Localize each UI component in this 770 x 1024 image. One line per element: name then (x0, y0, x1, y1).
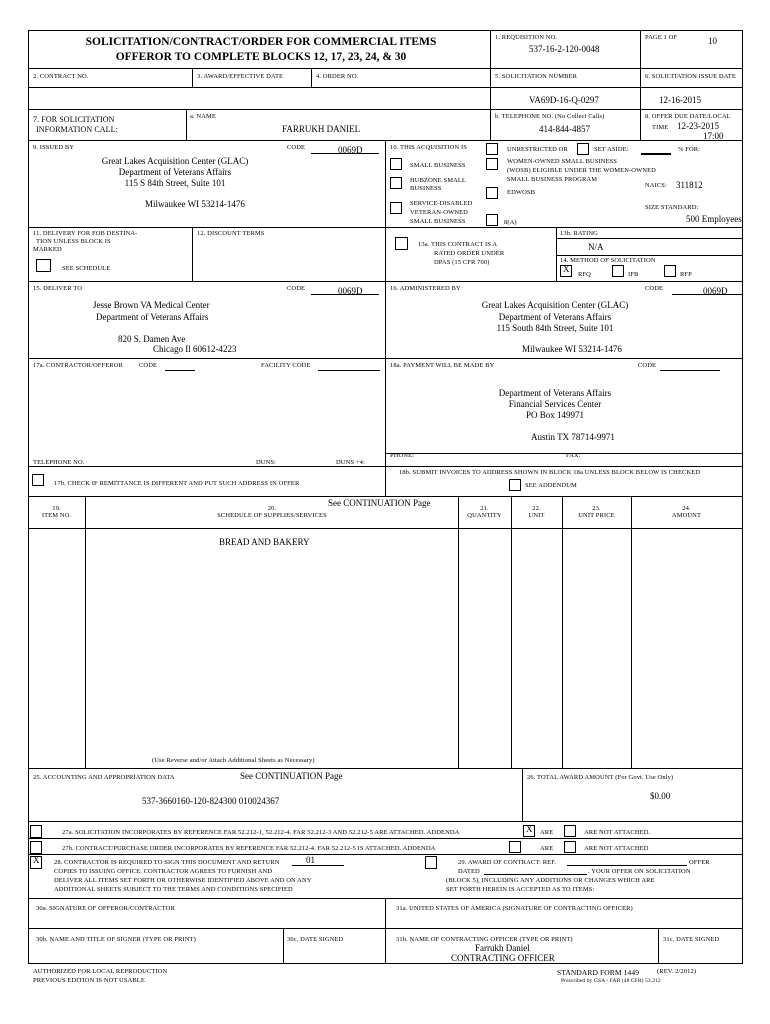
col-schedule-label: SCHEDULE OF SUPPLIES/SERVICES (217, 512, 327, 519)
contractor-telephone-label: TELEPHONE NO. (33, 459, 85, 466)
edwosb-checkbox[interactable] (486, 187, 498, 199)
rule (556, 255, 743, 256)
duns-label: DUNS: (256, 459, 277, 466)
hubzone-label-1: HUBZONE SMALL (410, 177, 467, 184)
rule (28, 821, 743, 822)
sdvosb-checkbox[interactable] (390, 202, 402, 214)
submit-invoices-label: 18b. SUBMIT INVOICES TO ADDRESS SHOWN IN BLOCK 18a UNLESS BLOCK BELOW IS CHECKED (399, 469, 701, 476)
col-item-no-num: 19. (52, 505, 61, 512)
return-copies-underline (292, 865, 344, 866)
issued-by-label: 9. ISSUED BY (33, 144, 75, 151)
rule (658, 928, 659, 964)
wosb-label-3: SMALL BUSINESS PROGRAM (507, 176, 598, 183)
deliver-code-label: CODE (287, 285, 306, 292)
size-standard-label: SIZE STANDARD: (645, 204, 699, 211)
clause-27b-checkbox[interactable] (30, 841, 42, 854)
small-business-checkbox[interactable] (390, 158, 402, 170)
unrestricted-label: UNRESTRICTED OR (507, 146, 568, 153)
col-item-no-label: ITEM NO. (41, 512, 72, 519)
payment-code-label: CODE (638, 362, 657, 369)
rule (283, 928, 284, 964)
dated-blank (484, 874, 587, 875)
offeror-signature-label: 30a. SIGNATURE OF OFFEROR/CONTRACTOR (36, 905, 175, 912)
form-revision: (REV. 2/2012) (657, 968, 697, 975)
rule (85, 496, 86, 768)
page-count: 10 (708, 36, 717, 46)
deliver-address-line3: 820 S. Damen Ave (118, 334, 186, 344)
sdvosb-label-1: SERVICE-DISABLED (410, 200, 473, 207)
col-quantity-num: 21. (480, 505, 489, 512)
8a-label: 8(A) (504, 219, 517, 226)
solicitation-number-label: 5. SOLICITATION NUMBER (495, 73, 578, 80)
rule (186, 109, 187, 140)
sdvosb-label-2: VETERAN-OWNED (410, 209, 468, 216)
payment-address-line4: Austin TX 78714-9971 (531, 432, 615, 442)
co-date-label: 31c. DATE SIGNED (663, 936, 720, 943)
due-time-value[interactable]: 17:00 (703, 131, 724, 141)
percent-for-label: % FOR: (678, 146, 701, 153)
clause-29-line1: 29. AWARD OF CONTRACT: REF. (458, 859, 557, 866)
clause-29-checkbox[interactable] (425, 856, 437, 869)
col-amount-num: 24. (682, 505, 691, 512)
rated-order-label-2: RATED ORDER UNDER (434, 250, 505, 257)
small-business-label: SMALL BUSINESS (410, 162, 466, 169)
issue-date-label: 6. SOLICITATION ISSUE DATE (645, 73, 736, 80)
clause-29-dated: DATED (458, 868, 480, 875)
discount-terms-label: 12. DISCOUNT TERMS (197, 230, 265, 237)
rule (318, 370, 380, 371)
rule (522, 768, 523, 821)
deliver-address-line4: Chicago Il 60612-4223 (153, 344, 237, 354)
issued-address-line1: Great Lakes Acquisition Center (GLAC) (101, 156, 249, 166)
rfq-checkbox-mark: X (563, 264, 570, 274)
rule (28, 528, 743, 529)
ref-blank (567, 865, 687, 866)
payment-address-line1: Department of Veterans Affairs (498, 388, 612, 398)
issued-address-line2: Department of Veterans Affairs (118, 167, 232, 177)
rating-value[interactable]: N/A (588, 242, 604, 252)
accounting-see-continuation: See CONTINUATION Page (240, 771, 343, 781)
admin-address-line3: 115 South 84th Street, Suite 101 (496, 323, 614, 333)
naics-value[interactable]: 311812 (676, 180, 703, 190)
due-date-value[interactable]: 12-23-2015 (677, 121, 719, 131)
rule (28, 466, 385, 467)
col-unit-price-label: UNIT PRICE (578, 512, 615, 519)
clause-27b: 27b. CONTRACT/PURCHASE ORDER INCORPORATES BY REFERENCE FAR 52.212-4. FAR 52.212-5 IS ATTACHED. ADDENDA (62, 845, 436, 852)
rule (640, 30, 641, 68)
rated-order-checkbox[interactable] (395, 237, 408, 250)
set-aside-checkbox[interactable] (577, 143, 589, 155)
telephone-value[interactable]: 414-844-4857 (539, 124, 590, 134)
payment-label: 18a. PAYMENT WILL BE MADE BY (390, 362, 495, 369)
rule (556, 227, 557, 281)
form-title-line1: SOLICITATION/CONTRACT/ORDER FOR COMMERCIAL ITEMS (85, 36, 437, 48)
rule (192, 68, 193, 87)
admin-code-value[interactable]: 0069D (703, 286, 728, 296)
rule (28, 87, 743, 88)
clause-28-line1: 28. CONTRACTOR IS REQUIRED TO SIGN THIS DOCUMENT AND RETURN (54, 859, 280, 866)
see-schedule-checkbox[interactable] (36, 259, 51, 272)
duns4-label: DUNS +4: (336, 459, 365, 466)
8a-checkbox[interactable] (486, 214, 498, 226)
col-schedule-num: 20. (267, 505, 277, 512)
col-unit-price (562, 505, 631, 519)
standard-form-name: STANDARD FORM 1449 (557, 968, 640, 977)
contractor-label: 17a. CONTRACTOR/OFFEROR (33, 362, 123, 369)
rule (490, 30, 491, 140)
telephone-label: b. TELEPHONE NO. (No Collect Calls) (495, 113, 605, 120)
issued-code-label: CODE (287, 144, 306, 151)
wosb-label-1: WOMEN-OWNED SMALL BUSINESS (507, 158, 617, 165)
rfp-label: RFP (680, 271, 692, 278)
rule (28, 30, 29, 964)
rule (385, 898, 386, 964)
col-quantity-label: QUANTITY (467, 512, 502, 519)
delivery-label-3: MARKED (33, 246, 62, 253)
remittance-label: 17b. CHECK IF REMITTANCE IS DIFFERENT AND PUT SUCH ADDRESS IN OFFER (54, 480, 300, 487)
accounting-label: 25. ACCOUNTING AND APPROPRIATION DATA (33, 774, 175, 781)
sdvosb-label-3: SMALL BUSINESS (410, 218, 466, 225)
deliver-code-value[interactable]: 0069D (338, 286, 363, 296)
reproduction-note: AUTHORIZED FOR LOCAL REPRODUCTION (33, 968, 168, 975)
percent-blank (641, 154, 671, 155)
see-continuation-page: See CONTINUATION Page (328, 498, 431, 508)
contract-no-label: 2. CONTRACT NO. (33, 73, 89, 80)
rule (28, 109, 743, 110)
addenda-are-label: ARE (540, 829, 554, 836)
method-label: 14. METHOD OF SOLICITATION (560, 257, 656, 264)
addenda-not-checkbox-2[interactable] (564, 841, 576, 853)
rule (192, 227, 193, 281)
see-addendum-checkbox[interactable] (509, 479, 521, 491)
unrestricted-checkbox[interactable] (486, 143, 498, 155)
naics-label: NAICS: (645, 182, 667, 189)
contact-name[interactable]: FARRUKH DANIEL (282, 124, 361, 134)
co-title-value: CONTRACTING OFFICER (451, 953, 555, 963)
reverse-footnote: (Use Reverse and/or Attach Additional Sheets as Necessary) (152, 757, 315, 764)
item-description: BREAD AND BAKERY (219, 537, 310, 547)
facility-code-label: FACILITY CODE (261, 362, 311, 369)
rule (631, 496, 632, 768)
signer-name-label: 30b. NAME AND TITLE OF SIGNER (TYPE OR PRINT) (36, 936, 196, 943)
rule (385, 466, 743, 467)
issued-code-value[interactable]: 0069D (338, 145, 363, 155)
name-label: a. NAME (190, 113, 216, 120)
ifb-label: IFB (628, 271, 639, 278)
col-amount-label: AMOUNT (671, 512, 702, 519)
rule (640, 68, 641, 140)
delivery-label-2: TION UNLESS BLOCK IS (36, 238, 111, 245)
deliver-address-line2: Department of Veterans Affairs (96, 312, 209, 322)
clause-28-line2: COPIES TO ISSUING OFFICE. CONTRACTOR AGREES TO FURNISH AND (54, 868, 273, 875)
offeror-date-label: 30c. DATE SIGNED (287, 936, 344, 943)
rated-order-label-3: DPAS (15 CFR 700) (434, 259, 490, 266)
addenda-are-label-2: ARE (540, 845, 554, 852)
see-addendum-label: SEE ADDENDUM (525, 482, 577, 489)
col-quantity (458, 505, 511, 519)
co-name-value: Farrukh Daniel (475, 943, 530, 953)
rule (385, 140, 386, 496)
previous-edition-note: PREVIOUS EDITION IS NOT USABLE (33, 977, 145, 984)
edwosb-label: EDWOSB (507, 189, 536, 196)
ifb-checkbox[interactable] (612, 265, 624, 277)
order-no-label: 4. ORDER NO. (316, 73, 359, 80)
return-copies-value[interactable]: 01 (306, 855, 315, 865)
clause-28-mark: X (33, 855, 40, 865)
fax-label: FAX: (566, 452, 581, 459)
payment-address-line2: Financial Services Center (508, 399, 602, 409)
rated-order-label-1: 13a. THIS CONTRACT IS A (418, 241, 498, 248)
addenda-not-label: ARE NOT ATTACHED. (584, 829, 651, 836)
clause-28-line3: DELIVER ALL ITEMS SET FORTH OR OTHERWISE IDENTIFIED ABOVE AND ON ANY (54, 877, 312, 884)
for-solicitation-label: 7. FOR SOLICITATION (33, 115, 115, 124)
accounting-value[interactable]: 537-3660160-120-824300 010024367 (142, 796, 280, 806)
time-label: TIME (652, 124, 669, 131)
delivery-label-1: 11. DELIVERY FOR FOB DESTINA- (33, 230, 138, 237)
rule (511, 496, 512, 768)
addenda-are-mark: X (526, 824, 533, 834)
admin-address-line1: Great Lakes Acquisition Center (GLAC) (481, 300, 629, 310)
total-award-value[interactable]: $0.00 (650, 791, 671, 801)
info-call-label: INFORMATION CALL: (36, 125, 118, 134)
col-unit-label: UNIT (528, 512, 545, 519)
col-unit-num: 22. (532, 505, 541, 512)
rule (165, 370, 195, 371)
rule (742, 30, 743, 964)
form-title-line2: OFFEROR TO COMPLETE BLOCKS 12, 17, 23, 24, & 30 (115, 51, 407, 63)
wosb-checkbox[interactable] (486, 158, 498, 170)
rule (28, 838, 743, 839)
award-date-label: 3. AWARD/EFFECTIVE DATE (197, 73, 284, 80)
rule (28, 768, 743, 769)
hubzone-checkbox[interactable] (390, 177, 402, 189)
admin-code-label: CODE (645, 285, 664, 292)
admin-address-line4: Milwaukee WI 53214-1476 (522, 344, 622, 354)
rule (28, 496, 743, 497)
rule (28, 68, 743, 69)
requisition-label: 1. REQUISITION NO. (495, 34, 558, 41)
addenda-not-checkbox[interactable] (564, 825, 576, 837)
requisition-value[interactable]: 537-16-2-120-0048 (529, 44, 600, 54)
rule (28, 854, 743, 855)
clause-29-line3: (BLOCK 5), INCLUDING ANY ADDITIONS OR CHANGES WHICH ARE (446, 877, 655, 884)
payment-address-line3: PO Box 149971 (525, 410, 584, 420)
remittance-checkbox[interactable] (32, 474, 44, 486)
clause-27a: 27a. SOLICITATION INCORPORATES BY REFERENCE FAR 52.212-1, 52.212-4. FAR 52.212-3 AND 52.212-5 ARE ATTACHED. ADDENDA (62, 829, 460, 836)
contractor-code-label: CODE (139, 362, 158, 369)
clause-27a-checkbox[interactable] (30, 825, 42, 838)
deliver-address-line1: Jesse Brown VA Medical Center (93, 300, 210, 310)
see-schedule-label: SEE SCHEDULE (62, 265, 111, 272)
page-label: PAGE 1 OF (645, 34, 678, 41)
col-unit-price-num: 23. (592, 505, 601, 512)
size-standard-value[interactable]: 500 Employees (686, 214, 742, 224)
col-unit (511, 505, 562, 519)
clause-29-line2b: . YOUR OFFER ON SOLICITATION (588, 868, 691, 875)
total-award-label: 26. TOTAL AWARD AMOUNT (For Govt. Use Only) (527, 774, 674, 781)
rule (311, 68, 312, 87)
rfq-label: RFQ (578, 271, 591, 278)
rule (562, 496, 563, 768)
issued-address-line3: 115 S 84th Street, Suite 101 (124, 178, 226, 188)
clause-28-line4: ADDITIONAL SHEETS SUBJECT TO THE TERMS AND CONDITIONS SPECIFIED (54, 886, 293, 893)
addenda-not-label-2: ARE NOT ATTACHED (584, 845, 649, 852)
rule (556, 238, 743, 239)
set-aside-label: SET ASIDE: (594, 146, 629, 153)
solicitation-number-value[interactable]: VA69D-16-Q-0297 (529, 95, 599, 105)
rule (385, 453, 743, 454)
issued-address-line4: Milwaukee WI 53214-1476 (145, 199, 245, 209)
clause-29-offer: OFFER (689, 859, 710, 866)
issue-date-value[interactable]: 12-16-2015 (659, 95, 701, 105)
administered-by-label: 16. ADMINISTERED BY (390, 285, 461, 292)
col-item-no (28, 505, 85, 519)
co-name-label: 31b. NAME OF CONTRACTING OFFICER (TYPE OR PRINT) (396, 936, 573, 943)
co-signature-label: 31a. UNITED STATES OF AMERICA (SIGNATURE OF CONTRACTING OFFICER) (396, 905, 633, 912)
deliver-to-label: 15. DELIVER TO (33, 285, 83, 292)
prescribed-by: Prescribed by GSA - FAR (48 CFR) 53.212 (561, 978, 661, 984)
admin-address-line2: Department of Veterans Affairs (498, 312, 612, 322)
acquisition-label: 10. THIS ACQUISITION IS (390, 144, 467, 151)
rfp-checkbox[interactable] (664, 265, 676, 277)
wosb-label-2: (WOSB) ELIGIBLE UNDER THE WOMEN-OWNED (507, 167, 656, 174)
col-amount (631, 505, 742, 519)
hubzone-label-2: BUSINESS (410, 185, 442, 192)
phone-label: PHONE: (390, 452, 415, 459)
addenda-are-checkbox-2[interactable] (509, 841, 521, 853)
rule (28, 30, 743, 31)
due-date-label: 8. OFFER DUE DATE/LOCAL (645, 113, 731, 120)
clause-29-line4: SET FORTH HEREIN IS ACCEPTED AS TO ITEMS: (446, 886, 595, 893)
rule (458, 496, 459, 768)
rule (660, 370, 720, 371)
rating-label: 13b. RATING (560, 230, 598, 237)
